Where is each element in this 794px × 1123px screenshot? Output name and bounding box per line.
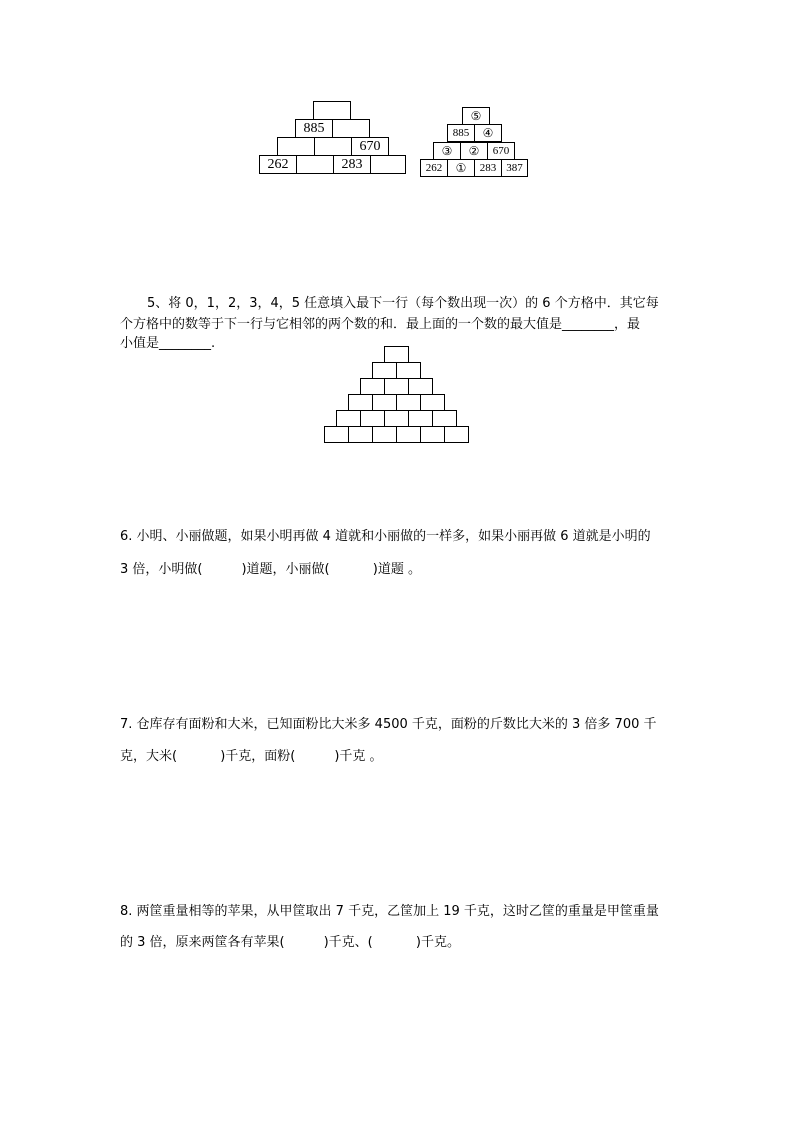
pyramid-cell [296,155,334,174]
pyramid-cell: 670 [351,137,389,156]
pyramid-cell: 670 [487,142,515,160]
pyramid-cell: ① [447,159,475,177]
pyramid-cell [370,155,406,174]
question-8-line-2: 的 3 倍，原来两筐各有苹果( )千克、( )千克。 [120,935,460,950]
pyramid-cell: 262 [420,159,448,177]
pyramid-cell: ③ [433,142,461,160]
pyramid-cell [348,394,373,411]
pyramid-cell [372,362,397,379]
question-5-line-1: 5、将 0，1，2，3，4，5 任意填入最下一行（每个数出现一次）的 6 个方格中．其它每 [147,296,659,311]
pyramid-cell: 262 [259,155,297,174]
question-6-line-2: 3 倍，小明做( )道题，小丽做( )道题 。 [120,562,421,577]
pyramid-cell [348,426,373,443]
question-8-line-1: 8. 两筐重量相等的苹果，从甲筐取出 7 千克，乙筐加上 19 千克，这时乙筐的重量是甲筐重量 [120,904,659,919]
pyramid-cell [313,101,351,120]
pyramid-cell [396,426,421,443]
pyramid-cell [277,137,315,156]
pyramid-cell [372,426,397,443]
pyramid-cell: 283 [333,155,371,174]
pyramid-cell [432,410,457,427]
pyramid-cell: 885 [447,124,475,142]
pyramid-cell [396,394,421,411]
question-5-line-3: 小值是________. [120,336,216,351]
pyramid-cell [314,137,352,156]
question-7-line-2: 克，大米( )千克，面粉( )千克 。 [120,749,383,764]
pyramid-cell: 885 [295,119,333,138]
pyramid-cell [384,346,409,363]
pyramid-cell [384,410,409,427]
question-5-line-2: 个方格中的数等于下一行与它相邻的两个数的和．最上面的一个数的最大值是________，最 [120,317,641,332]
pyramid-cell: ④ [474,124,502,142]
pyramid-cell [420,426,445,443]
pyramid-cell [336,410,361,427]
question-6-line-1: 6. 小明、小丽做题，如果小明再做 4 道就和小丽做的一样多，如果小丽再做 6 道就是小明的 [120,529,651,544]
question-7-line-1: 7. 仓库存有面粉和大米，已知面粉比大米多 4500 千克，面粉的斤数比大米的 3 倍多 700 千 [120,717,657,732]
pyramid-cell: 283 [474,159,502,177]
pyramid-cell [408,410,433,427]
pyramid-cell [384,378,409,395]
pyramid-cell [360,378,385,395]
pyramid-cell: ② [460,142,488,160]
pyramid-cell [420,394,445,411]
pyramid-cell [372,394,397,411]
pyramid-cell [360,410,385,427]
pyramid-cell [408,378,433,395]
pyramid-cell: 387 [501,159,528,177]
pyramid-cell [396,362,421,379]
pyramid-cell [332,119,370,138]
pyramid-cell [444,426,469,443]
pyramid-cell: ⑤ [462,107,490,125]
pyramid-cell [324,426,349,443]
